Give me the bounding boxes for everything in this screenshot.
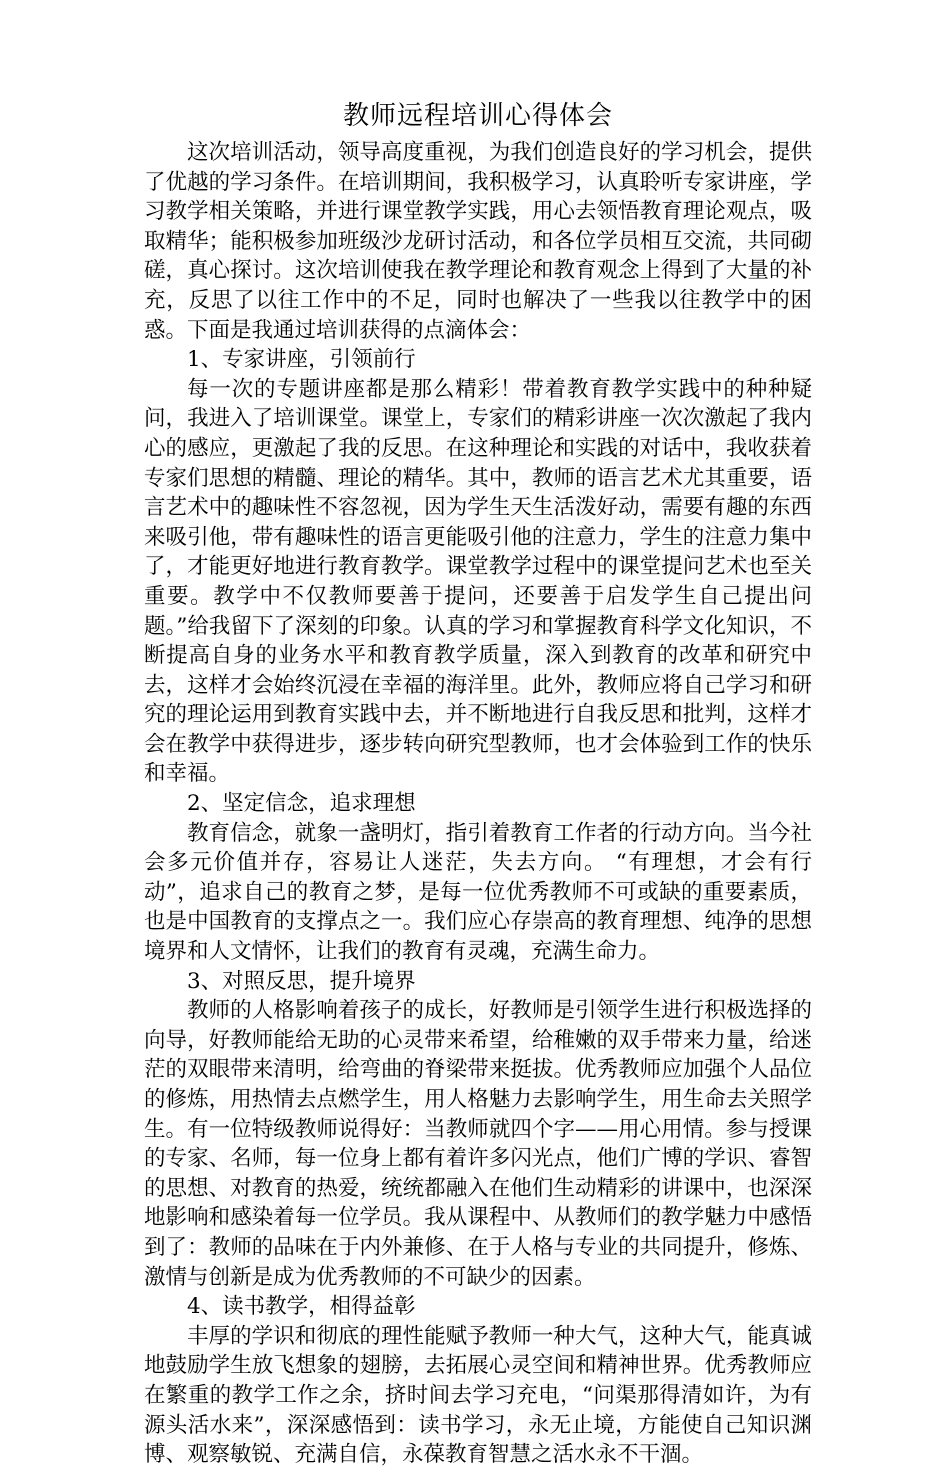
paragraph-section-3: 教师的人格影响着孩子的成长，好教师是引领学生进行积极选择的向导，好教师能给无助的心灵带来希望，给稚嫩的双手带来力量，给迷茫的双眼带来清明，给弯曲的脊梁带来挺拔。优秀教师应加强个人品位的修炼，用热情去点燃学生，用人格魅力去影响学生，用生命去关照学生。有一位特级教师说得好：当教师就四个字——用心用情。参与授课的专家、名师，每一位身上都有着许多闪光点，他们广博的学识、睿智的思想、对教育的热爱，统统都融入在他们生动精彩的讲课中，也深深地影响和感染着每一位学员。我从课程中、从教师们的教学魅力中感悟到了：教师的品味在于内外兼修、在于人格与专业的共同提升，修炼、激情与创新是成为优秀教师的不可缺少的因素。 bbox=[144, 998, 812, 1290]
section-heading-2: 2、坚定信念，追求理想 bbox=[187, 791, 416, 817]
document-page bbox=[144, 96, 812, 1470]
paragraph-section-1: 每一次的专题讲座都是那么精彩！带着教育教学实践中的种种疑问，我进入了培训课堂。课堂上，专家们的精彩讲座一次次激起了我内心的感应，更激起了我的反思。在这种理论和实践的对话中，我收获着专家们思想的精髓、理论的精华。其中，教师的语言艺术尤其重要，语言艺术中的趣味性不容忽视，因为学生天生活泼好动，需要有趣的东西来吸引他，带有趣味性的语言更能吸引他的注意力，学生的注意力集中了，才能更好地进行教育教学。课堂教学过程中的课堂提问艺术也至关重要。教学中不仅教师要善于提问，还要善于启发学生自己提出问题。”给我留下了深刻的印象。认真的学习和掌握教育科学文化知识，不断提高自身的业务水平和教育教学质量，深入到教育的改革和研究中去，这样才会始终沉浸在幸福的海洋里。此外，教师应将自己学习和研究的理论运用到教育实践中去，并不断地进行自我反思和批判，这样才会在教学中获得进步，逐步转向研究型教师，也才会体验到工作的快乐和幸福。 bbox=[144, 376, 812, 787]
paragraph-section-2: 教育信念，就象一盏明灯，指引着教育工作者的行动方向。当今社会多元价值并存，容易让人迷茫，失去方向。 “有理想，才会有行动”，追求自己的教育之梦，是每一位优秀教师不可或缺的重要素质，也是中国教育的支撑点之一。我们应心存崇高的教育理想、纯净的思想境界和人文情怀，让我们的教育有灵魂，充满生命力。 bbox=[144, 820, 812, 965]
section-heading-4: 4、读书教学，相得益彰 bbox=[187, 1294, 416, 1320]
paragraph-intro: 这次培训活动，领导高度重视，为我们创造良好的学习机会，提供了优越的学习条件。在培训期间，我积极学习，认真聆听专家讲座，学习教学相关策略，并进行课堂教学实践，用心去领悟教育理论观点，吸取精华；能积极参加班级沙龙研讨活动，和各位学员相互交流，共同砌磋，真心探讨。这次培训使我在教学理论和教育观念上得到了大量的补充，反思了以往工作中的不足，同时也解决了一些我以往教学中的困惑。下面是我通过培训获得的点滴体会： bbox=[144, 140, 812, 343]
section-heading-1: 1、专家讲座，引领前行 bbox=[187, 347, 416, 373]
document-title: 教师远程培训心得体会 bbox=[342, 101, 613, 131]
section-heading-3: 3、对照反思，提升境界 bbox=[187, 968, 416, 994]
paragraph-section-4: 丰厚的学识和彻底的理性能赋予教师一种大气，这种大气，能真诚地鼓励学生放飞想象的翅膀，去拓展心灵空间和精神世界。优秀教师应在繁重的教学工作之余，挤时间去学习充电，“问渠那得清如许，为有源头活水来”，深深感悟到：读书学习，永无止境，方能使自己知识渊博、观察敏锐、充满自信，永葆教育智慧之活水永不干涸。 bbox=[144, 1323, 812, 1468]
